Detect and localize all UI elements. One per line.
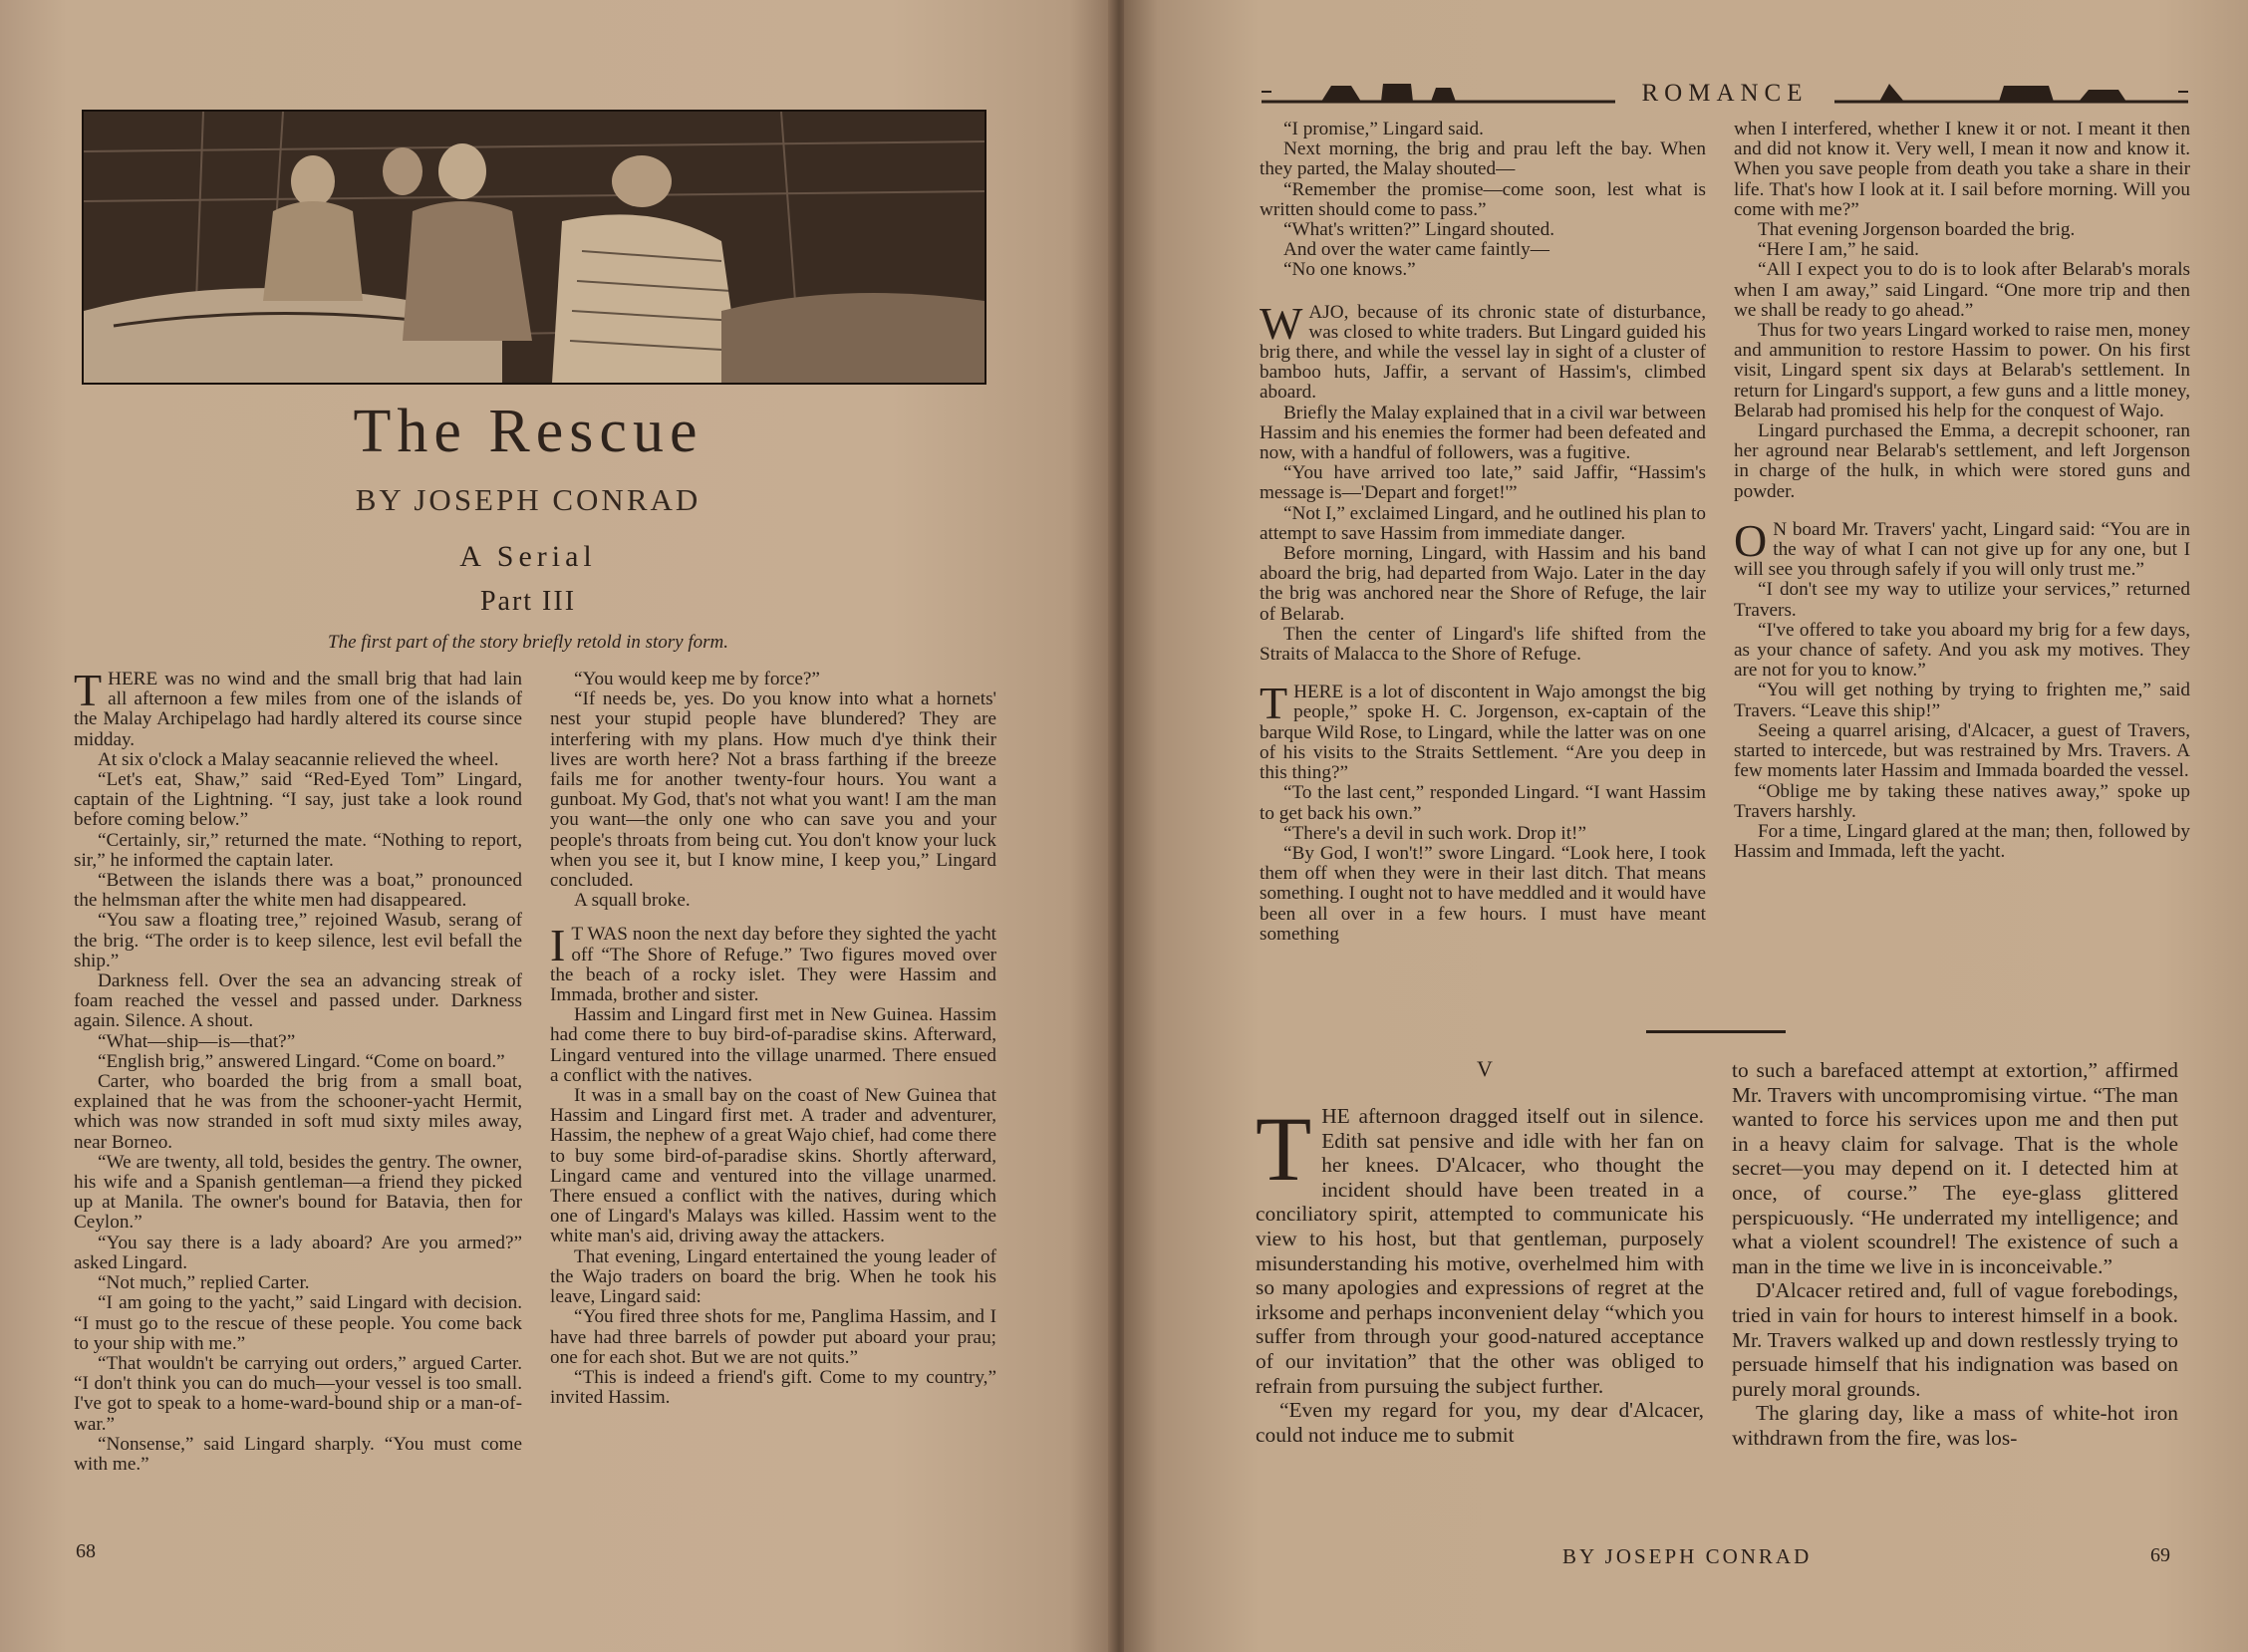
paragraph: “I've offered to take you aboard my brig for a few days, as your chance of safety. And you ask my motives. They are not for you to know.” xyxy=(1734,619,2190,682)
drop-cap: T xyxy=(1256,1098,1312,1200)
paragraph: “Let's eat, Shaw,” said “Red-Eyed Tom” Lingard, captain of the Lightning. “I say, just take a look round before coming below.” xyxy=(74,769,522,831)
paragraph: “Even my regard for you, my dear d'Alcacer, could not induce me to submit xyxy=(1256,1398,1704,1447)
section-divider xyxy=(1646,1030,1786,1033)
paragraph: Before morning, Lingard, with Hassim and his band aboard the brig, had departed from Wajo. Later in the day the brig was anchored near the Shore of Refuge, the lair of Belarab. xyxy=(1260,543,1706,625)
drop-cap: W xyxy=(1260,297,1303,349)
chapter-column-2 xyxy=(1732,1058,2178,1451)
paragraph: “If needs be, yes. Do you know into what a hornets' nest your stupid people have blundered? They are interfering with my plans. How much d'ye think their lives are worth here? Not a brass farthing if the breeze fails me for another twenty-four hours. You want a gunboat. My God, that's not what you want! I am the man you want—the only one who can save you and your people's throats from being cut. You don't know your luck when you see it, but I know mine, I keep you,” Lingard concluded. xyxy=(550,688,996,892)
paragraph: That evening Jorgenson boarded the brig. xyxy=(1758,219,2076,241)
left-page xyxy=(0,0,1114,1652)
paragraph: “We are twenty, all told, besides the gentry. The owner, his wife and a Spanish gentleman—a friend they picked up at Manila. The owner's bound for Batavia, then for Ceylon.” xyxy=(74,1151,522,1234)
paragraph: “No one knows.” xyxy=(1283,259,1416,281)
paragraph: That evening, Lingard entertained the young leader of the Wajo traders on board the brig. When he took his leave, Lingard said: xyxy=(550,1245,996,1308)
paragraph: “Remember the promise—come soon, lest what is written should come to pass.” xyxy=(1260,178,1706,220)
paragraph: Then the center of Lingard's life shifted from the Straits of Malacca to the Shore of Refuge. xyxy=(1260,623,1706,666)
paragraph: “Not I,” exclaimed Lingard, and he outlined his plan to attempt to save Hassim from immediate danger. xyxy=(1260,502,1706,544)
paragraph: A squall broke. xyxy=(574,890,691,912)
paragraph: “Not much,” replied Carter. xyxy=(98,1272,310,1294)
byline: BY JOSEPH CONRAD xyxy=(355,482,702,517)
paragraph: Thus for two years Lingard worked to raise men, money and ammunition to restore Hassim to power. On his first visit, Lingard spent six days at Belarab's settlement. In return for Lingard's support, a few guns and a little money, Belarab had promised his help for the conquest of Wajo. xyxy=(1734,320,2190,421)
paragraph: THERE was no wind and the small brig that had lain all afternoon a few miles from one of the islands of the Malay Archipelago had hardly altered its course since midday. xyxy=(74,665,522,750)
running-head-title: ROMANCE xyxy=(1641,80,1809,107)
paragraph: “Nonsense,” said Lingard sharply. “You must come with me.” xyxy=(74,1433,522,1475)
paragraph: Carter, who boarded the brig from a small boat, explained that he was from the schooner-yacht Hermit, which was now stranded in soft mud sixty miles away, near Borneo. xyxy=(74,1071,522,1153)
serial-label: A Serial xyxy=(459,540,597,573)
drop-cap: T xyxy=(74,665,103,715)
paragraph: “All I expect you to do is to look after Belarab's morals when I am away,” said Lingard. “One more trip and then we shall be ready to go ahead.” xyxy=(1734,259,2190,321)
paragraph: I T WAS noon the next day before they sighted the yacht off “The Shore of Refuge.” Two figures moved over the beach of a rocky islet. They were Hassim and Immada, brother and sister. xyxy=(550,920,996,1006)
page-number: 69 xyxy=(2150,1544,2170,1566)
paragraph: “English brig,” answered Lingard. “Come on board.” xyxy=(98,1050,505,1072)
paragraph: For a time, Lingard glared at the man; then, followed by Hassim and Immada, left the yacht. xyxy=(1734,820,2190,863)
chapter-column-1 xyxy=(1256,1098,1704,1447)
paragraph: “What—ship—is—that?” xyxy=(98,1030,296,1052)
paragraph: “You have arrived too late,” said Jaffir, “Hassim's message is—'Depart and forget!'” xyxy=(1260,462,1706,504)
paragraph: “There's a devil in such work. Drop it!” xyxy=(1283,822,1586,844)
left-column-2 xyxy=(550,670,996,1408)
paragraph: “Between the islands there was a boat,” pronounced the helmsman after the white men had disappeared. xyxy=(74,870,522,912)
paragraph: “Oblige me by taking these natives away,” spoke up Travers harshly. xyxy=(1734,780,2190,822)
paragraph: “You saw a floating tree,” rejoined Wasub, serang of the brig. “The order is to keep silence, lest evil befall the ship.” xyxy=(74,910,522,971)
paragraph: “I am going to the yacht,” said Lingard with decision. “I must go to the rescue of these people. You come back to your ship with me.” xyxy=(74,1292,522,1354)
paragraph: Darkness fell. Over the sea an advancing streak of foam reached the vessel and passed under. Darkness again. Silence. A shout. xyxy=(74,970,522,1032)
left-column-1 xyxy=(74,665,522,1475)
paragraph: “Certainly, sir,” returned the mate. “Nothing to report, sir,” he informed the captain later. xyxy=(74,829,522,871)
paragraph: Briefly the Malay explained that in a civil war between Hassim and his enemies the former had been defeated and now, with a handful of followers, was a fugitive. xyxy=(1260,402,1706,464)
paragraph: “You would keep me by force?” xyxy=(574,669,820,689)
paragraph: WAJO, because of its chronic state of disturbance, was closed to white traders. But Lingard guided his brig there, and while the vessel lay in sight of a cluster of bamboo huts, Jaffir, a servant of Hassim's, climbed aboard. xyxy=(1260,297,1706,404)
paragraph: Hassim and Lingard first met in New Guinea. Hassim had come there to buy bird-of-paradise skins. Afterward, Lingard ventured into the village unarmed. There ensued a conflict with the natives. xyxy=(550,1004,996,1086)
paragraph: “What's written?” Lingard shouted. xyxy=(1283,219,1554,241)
paragraph: The glaring day, like a mass of white-hot iron withdrawn from the fire, was los- xyxy=(1732,1401,2178,1450)
paragraph: “Here I am,” he said. xyxy=(1758,239,1919,261)
drop-cap: O xyxy=(1734,514,1768,566)
story-title: The Rescue xyxy=(353,398,703,465)
right-column-1 xyxy=(1260,120,1706,945)
page-number: 68 xyxy=(76,1540,96,1562)
footer-byline: BY JOSEPH CONRAD xyxy=(1562,1544,1813,1568)
right-column-2 xyxy=(1734,120,2190,862)
paragraph: “You will get nothing by trying to frighten me,” said Travers. “Leave this ship!” xyxy=(1734,680,2190,721)
paragraph: “To the last cent,” responded Lingard. “I want Hassim to get back his own.” xyxy=(1260,782,1706,824)
paragraph: “You say there is a lady aboard? Are you armed?” asked Lingard. xyxy=(74,1232,522,1273)
drop-cap: I xyxy=(550,920,566,971)
paragraph: D'Alcacer retired and, full of vague forebodings, tried in vain for hours to interest himself in a book. Mr. Travers walked up and down restlessly trying to persuade himself that his indignation was based on purely moral grounds. xyxy=(1732,1278,2178,1401)
paragraph: THERE is a lot of discontent in Wajo amongst the big people,” spoke H. C. Jorgenson, ex-captain of the barque Wild Rose, to Lingard, while the latter was on one of his visits to the Straits Settlement. “Are you deep in this thing?” xyxy=(1260,678,1706,784)
paragraph: It was in a small bay on the coast of New Guinea that Hassim and Lingard first met. A trader and adventurer, Hassim, the nephew of a great Wajo chief, had come there to buy some bird-of-paradise skins. Shortly afterward, Lingard came and ventured into the village unarmed. There ensued a conflict with the natives, during which one of Lingard's Malays was killed. Hassim went to the white man's aid, driving away the attackers. xyxy=(550,1085,996,1247)
paragraph: And over the water came faintly— xyxy=(1283,239,1549,261)
paragraph: Seeing a quarrel arising, d'Alcacer, a guest of Travers, started to intercede, but was restrained by Mrs. Travers. A few moments later Hassim and Immada boarded the vessel. xyxy=(1734,719,2190,782)
paragraph: “I don't see my way to utilize your services,” returned Travers. xyxy=(1734,579,2190,621)
drop-cap: T xyxy=(1260,678,1288,729)
paragraph: when I interfered, whether I knew it or not. I meant it then and did not know it. Very well, I mean it now and know it. When you save people from death you take a share in their life. That's how I look at it. I sail before morning. Will you come with me?” xyxy=(1734,119,2190,220)
paragraph: Lingard purchased the Emma, a decrepit schooner, ran her aground near Belarab's settlement, and left Jorgenson in charge of the hulk, in which were stored guns and powder. xyxy=(1734,420,2190,502)
summary-subtitle: The first part of the story briefly retold in story form. xyxy=(328,632,728,653)
woodcut-sailors-illustration xyxy=(82,110,986,385)
paragraph: “I promise,” Lingard said. xyxy=(1283,119,1484,139)
paragraph: “This is indeed a friend's gift. Come to my country,” invited Hassim. xyxy=(550,1366,996,1409)
paragraph: “You fired three shots for me, Panglima Hassim, and I have had three barrels of powder put aboard your prau; one for each shot. But we are not quits.” xyxy=(550,1306,996,1368)
paragraph: O N board Mr. Travers' yacht, Lingard said: “You are in the way of what I can not give up for any one, but I will see you through safely if you will only trust me.” xyxy=(1734,514,2190,581)
paragraph: Next morning, the brig and prau left the bay. When they parted, the Malay shouted— xyxy=(1260,138,1706,180)
paragraph: “That wouldn't be carrying out orders,” argued Carter. “I don't think you can do much—your vessel is too small. I've got to speak to a home-ward-bound ship or a man-of-war.” xyxy=(74,1352,522,1435)
chapter-number: V xyxy=(1477,1056,1493,1081)
part-label: Part III xyxy=(479,586,577,617)
paragraph: THE afternoon dragged itself out in silence. Edith sat pensive and idle with her fan on her knees. D'Alcacer, who thought the incident should have been treated in a conciliatory spirit, attempted to communicate his view to his host, but that gentleman, purposely misunderstanding his motive, overhelmed him with so many apologies and expressions of regret at the irksome and perhaps inconvenient delay “which you suffer from through your good-natured acceptance of our invitation” that the other was obliged to refrain from pursuing the subject further. xyxy=(1256,1098,1704,1398)
paragraph: At six o'clock a Malay seacannie relieved the wheel. xyxy=(98,748,499,770)
paragraph: to such a barefaced attempt at extortion,” affirmed Mr. Travers with uncompromising virtue. “The man wanted to force his services upon me and then put in a heavy claim for salvage. That is the whole secret—you may depend on it. I detected him at once, of course.” The eye-glass glittered perspicuously. “He underrated my intelligence; and what a violent scoundrel! The existence of such a man in the time we live in is inconceivable.” xyxy=(1732,1058,2178,1278)
running-head xyxy=(1262,78,2188,118)
paragraph: “By God, I won't!” swore Lingard. “Look here, I took them off when they were in their last ditch. That means something. I ought not to have meddled and it would have been all over in a few hours. I must have meant something xyxy=(1260,842,1706,945)
